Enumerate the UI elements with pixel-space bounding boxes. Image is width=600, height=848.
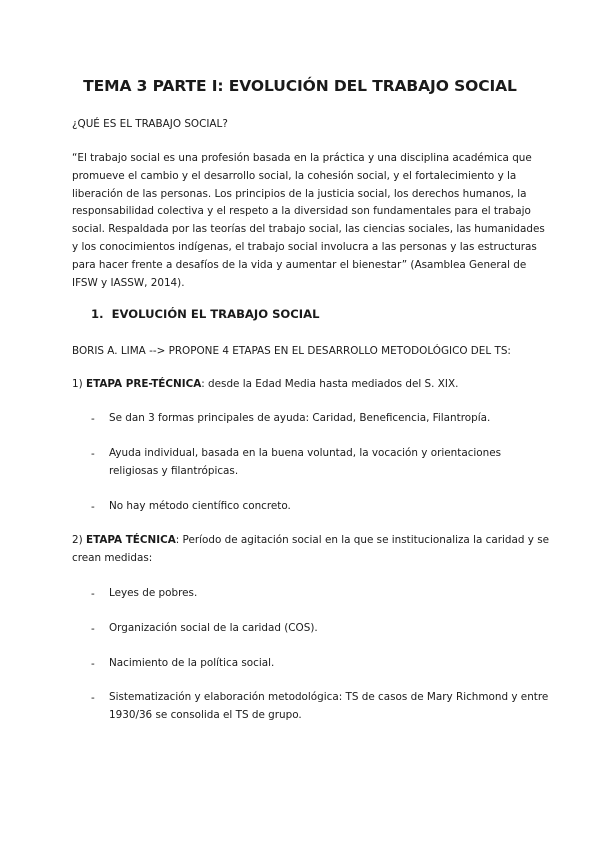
list-item-text: religiosas y filantrópicas.	[109, 464, 239, 477]
bullet-dash: -	[91, 692, 95, 704]
stage1-desc: : desde la Edad Media hasta mediados del S. XIX.	[201, 378, 459, 390]
question-heading: ¿QUÉ ES EL TRABAJO SOCIAL?	[72, 118, 228, 130]
stage2-prefix: 2)	[72, 534, 86, 546]
definition-line: social. Respaldada por las teorías del trabajo social, las ciencias sociales, las humanidades	[72, 223, 545, 236]
section-heading	[91, 307, 319, 321]
stage2-desc: crean medidas:	[72, 551, 153, 564]
stage1-prefix: 1)	[72, 378, 86, 390]
list-item	[109, 689, 549, 725]
definition-line: liberación de las personas. Los principios de la justicia social, los derechos humanos, la	[72, 187, 527, 200]
list-item-text: Nacimiento de la política social.	[109, 657, 275, 669]
bullet-dash: -	[91, 623, 95, 635]
stage2-desc: : Período de agitación social en la que se institucionaliza la caridad y se	[175, 534, 550, 546]
definition-line: promueve el cambio y el desarrollo social, la cohesión social, y el fortalecimiento y la	[72, 169, 517, 182]
list-item-text: No hay método científico concreto.	[109, 500, 291, 512]
definition-line: responsabilidad colectiva y el respeto a la diversidad son fundamentales para el trabajo	[72, 205, 531, 218]
definition-line: para hacer frente a desafíos de la vida y aumentar el bienestar” (Asamblea General de	[72, 258, 527, 271]
boris-lima-line: BORIS A. LIMA --> PROPONE 4 ETAPAS EN EL DESARROLLO METODOLÓGICO DEL TS:	[72, 345, 511, 357]
bullet-dash: -	[91, 413, 95, 425]
list-item-text: Ayuda individual, basada en la buena voluntad, la vocación y orientaciones	[109, 447, 502, 459]
list-item	[109, 620, 534, 638]
stage2-name: ETAPA TÉCNICA	[85, 534, 176, 546]
definition-line: y los conocimientos indígenas, el trabajo social involucra a las personas y las estructuras	[72, 240, 537, 253]
bullet-dash: -	[91, 588, 95, 600]
bullet-dash: -	[91, 658, 95, 670]
list-item-text: Se dan 3 formas principales de ayuda: Caridad, Beneficencia, Filantropía.	[109, 412, 491, 424]
stage2-heading	[72, 532, 550, 568]
section-number: 1.	[91, 307, 104, 321]
definition-paragraph	[72, 150, 545, 292]
list-item-text: Sistematización y elaboración metodológica: TS de casos de Mary Richmond y entre	[109, 691, 549, 703]
list-item	[109, 410, 534, 428]
definition-line: “El trabajo social es una profesión basada en la práctica y una disciplina académica que	[72, 152, 532, 164]
page-title: TEMA 3 PARTE I: EVOLUCIÓN DEL TRABAJO SOCIAL	[83, 77, 517, 95]
bullet-dash: -	[91, 448, 95, 460]
stage1-heading	[72, 375, 458, 393]
definition-line: IFSW y IASSW, 2014).	[72, 276, 185, 289]
list-item-text: Organización social de la caridad (COS).	[109, 622, 318, 634]
list-item	[109, 445, 534, 481]
list-item	[109, 655, 534, 673]
list-item	[109, 498, 534, 516]
list-item-text: Leyes de pobres.	[109, 587, 198, 599]
section-title: EVOLUCIÓN EL TRABAJO SOCIAL	[111, 307, 320, 321]
bullet-dash: -	[91, 501, 95, 513]
list-item	[109, 585, 534, 603]
stage1-name: ETAPA PRE-TÉCNICA	[85, 378, 202, 390]
list-item-text: 1930/36 se consolida el TS de grupo.	[109, 708, 302, 721]
